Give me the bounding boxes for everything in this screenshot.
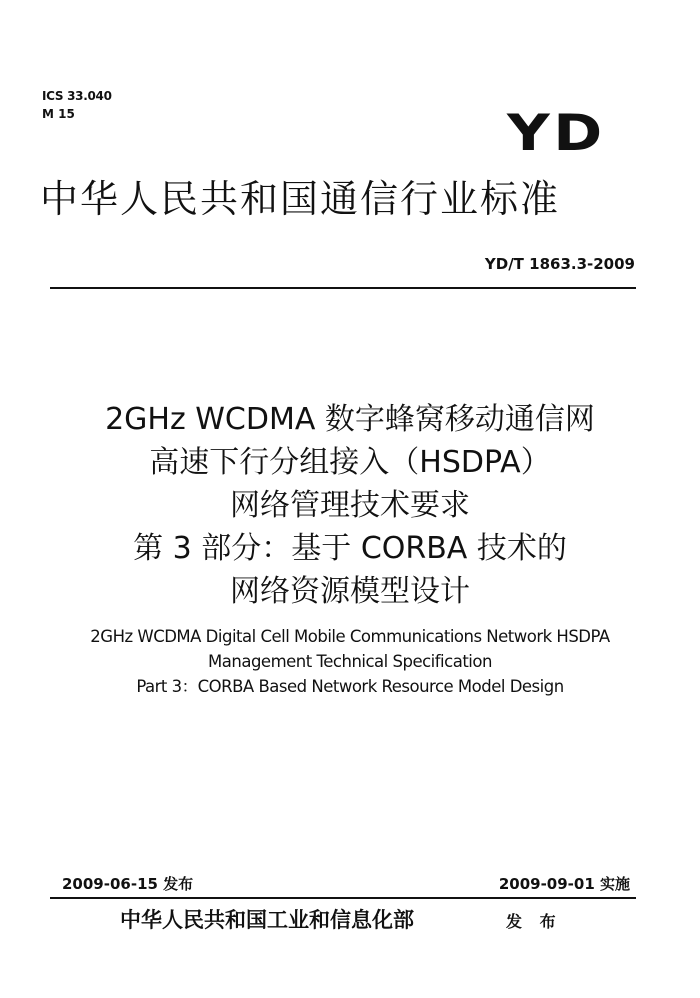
top-divider [50,287,636,289]
chinese-title-line-3: 网络管理技术要求 [230,488,470,523]
english-title [40,624,660,699]
standard-number: YD/T 1863.3-2009 [484,255,635,273]
national-standard-heading: 中华人民共和国通信行业标准 [40,177,561,221]
publish-date: 2009-06-15 发布 [62,875,194,893]
issuing-authority: 中华人民共和国工业和信息化部 [120,907,414,932]
yd-logo: YD [507,104,606,162]
ics-code: ICS 33.040 [42,89,112,103]
chinese-title [60,398,640,613]
classification-code: M 15 [42,107,75,121]
english-title-line-1: 2GHz WCDMA Digital Cell Mobile Communications Network HSDPA [90,627,610,646]
implement-date: 2009-09-01 实施 [498,875,630,893]
english-title-line-3: Part 3：CORBA Based Network Resource Model Design [136,677,564,696]
chinese-title-line-5: 网络资源模型设计 [230,574,470,609]
chinese-title-line-4: 第 3 部分：基于 CORBA 技术的 [133,531,567,566]
chinese-title-line-1: 2GHz WCDMA 数字蜂窝移动通信网 [105,402,595,437]
issue-label: 发 布 [506,912,562,931]
bottom-divider [50,897,636,899]
english-title-line-2: Management Technical Specification [208,652,492,671]
chinese-title-line-2: 高速下行分组接入（HSDPA） [149,445,551,480]
